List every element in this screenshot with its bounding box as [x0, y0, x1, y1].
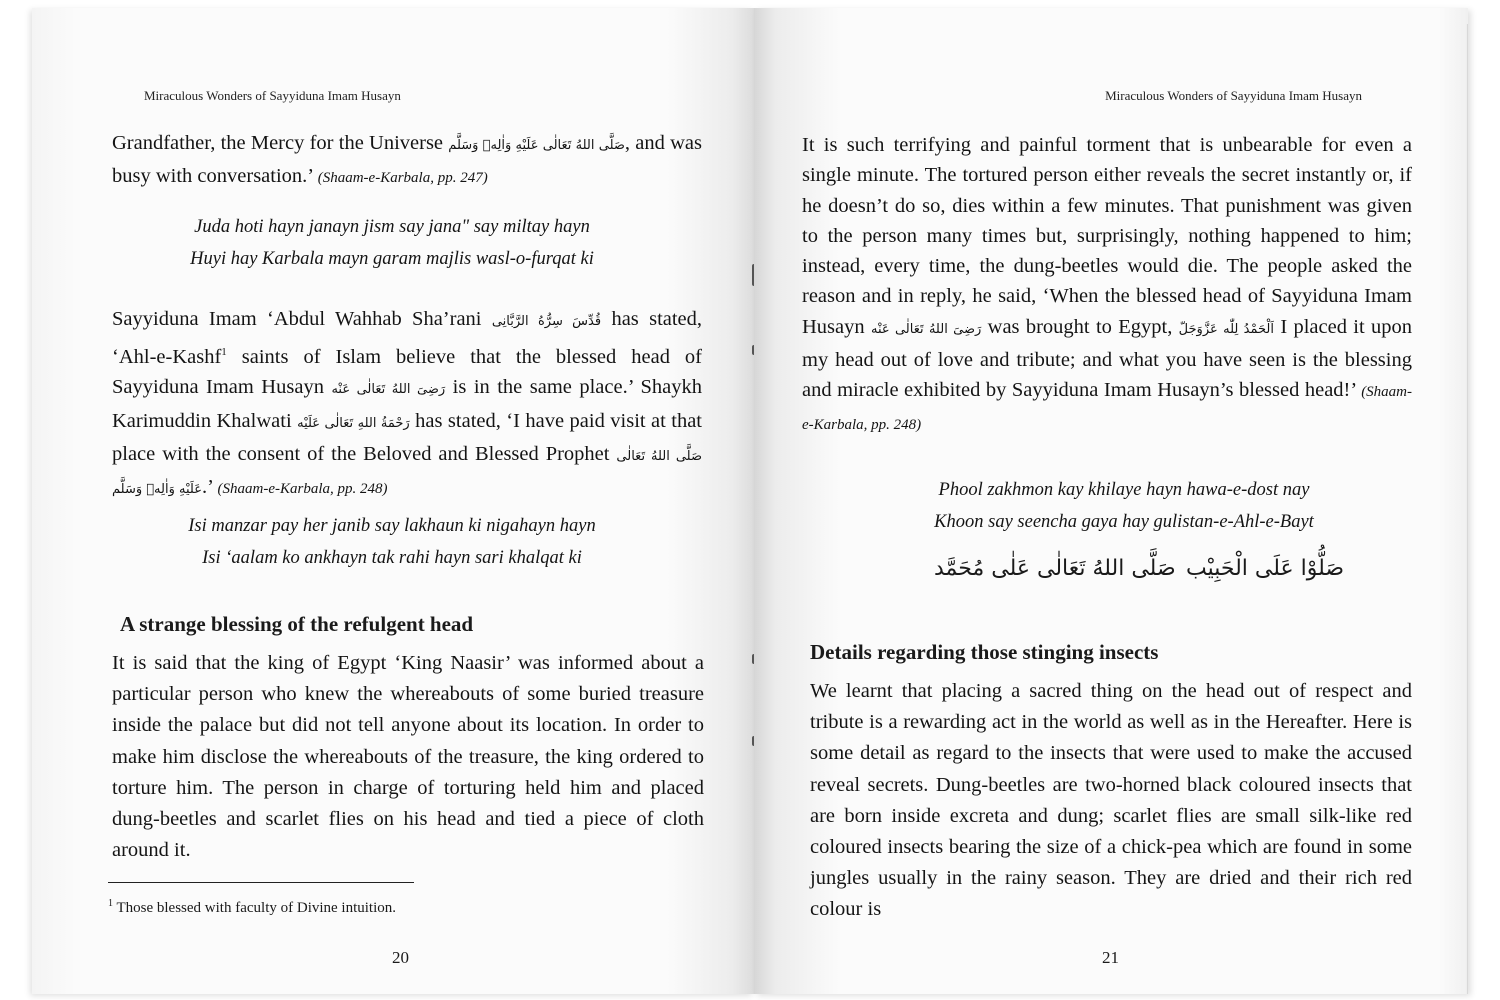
footnote-number: 1 — [108, 898, 113, 909]
left-para-2-a1: قُدِّسَ سِرُّهُ الرَّبَّانِی — [491, 314, 602, 329]
verse-line: Phool zakhmon kay khilaye hayn hawa-e-dost nay — [938, 480, 1310, 500]
right-page — [754, 8, 1468, 994]
verse-line: Isi manzar pay her janib say lakhaun ki nigahayn hayn — [188, 516, 596, 536]
verse-line: Isi ‘aalam ko ankhayn tak rahi hayn sari khalqat ki — [202, 548, 582, 568]
left-para-2-citation: (Shaam-e-Karbala, pp. 248) — [217, 481, 388, 498]
durood-right: صَلَّى اللهُ تَعَالٰى عَلٰى مُحَمَّد — [934, 556, 1176, 581]
page-number-right: 21 — [1102, 948, 1119, 967]
left-para-1-text2: , and was busy with conversation.’ — [112, 132, 703, 188]
running-head-left: Miraculous Wonders of Sayyiduna Imam Husayn — [144, 88, 401, 103]
right-para-1-t1: It is such terrifying and painful torment that is unbearable for even a single minute. The tortured person either reveals the secret instantly or, if he doesn’t do so, dies within a few minutes. That punishment was given to the person many times but, surprisingly, nothing happened to him; instead, every time, the dung-beetles would die. The people asked the reason and in reply, he said, ‘When the blessed head of Sayyiduna Imam Husayn — [802, 134, 1412, 338]
verse-line: Huyi hay Karbala mayn garam majlis wasl-o-furqat ki — [190, 249, 594, 269]
footnote-rule — [108, 882, 414, 883]
left-verse-2 — [112, 510, 672, 574]
left-verse-1 — [112, 211, 672, 275]
left-para-3: It is said that the king of Egypt ‘King Naasir’ was informed about a particular person who knew the whereabouts of some buried treasure inside the palace but did not tell anyone about its location. In order to make him disclose the whereabouts of the treasure, the king ordered to torture him. The person in charge of torturing held him and placed dung-beetles and scarlet flies on his head and tied a piece of cloth around it. — [112, 652, 704, 862]
right-para-1-t3: I placed it upon my head out of love and tribute; and what you have seen is the blessing and miracle exhibited by Sayyiduna Imam Husayn’s blessed head!’ — [802, 315, 1413, 402]
right-para-1-t2: was brought to Egypt, — [987, 315, 1173, 338]
right-para-1-citation: (Shaam-e-Karbala, pp. 248) — [802, 384, 1413, 433]
right-section-heading: Details regarding those stinging insects — [810, 640, 1159, 664]
right-para-1-a1: رَضِیَ اللهُ تَعَالٰی عَنْه — [870, 321, 982, 337]
footnote — [108, 898, 396, 917]
left-para-2 — [112, 304, 702, 506]
left-para-2-a4: صَلَّى اللهُ تَعَالٰى عَلَيْهِ وَاٰلِهٖ وَسَلَّم — [112, 449, 703, 498]
left-para-2-a3: رَحْمَةُ اللهِ تَعَالٰی عَلَيْه — [297, 415, 410, 431]
right-para-1 — [802, 130, 1412, 440]
footnote-marker: 1 — [221, 346, 227, 359]
right-para-2: We learnt that placing a sacred thing on the head out of respect and tribute is a rewarding act in the world as well as in the Hereafter. Here is some detail as regard to the insects that were used to make the accused reveal secrets. Dung-beetles are two-horned black coloured insects that are born inside excreta and dung; scarlet flies are small silk-like red coloured insects bearing the size of a chick-pea which are found in some jungles usually in the rainy season. They are dried and their rich red colour is — [810, 680, 1412, 921]
left-para-2-t2: has stated, ‘Ahl-e-Kashf — [112, 308, 703, 369]
left-section-heading: A strange blessing of the refulgent head — [120, 612, 474, 636]
page-number-left: 20 — [392, 948, 409, 967]
left-para-1-citation: (Shaam-e-Karbala, pp. 247) — [317, 170, 488, 187]
verse-line: Juda hoti hayn janayn jism say jana" say miltay hayn — [194, 217, 590, 237]
left-page — [32, 8, 754, 994]
verse-line: Khoon say seencha gaya hay gulistan-e-Ahl-e-Bayt — [934, 512, 1314, 532]
left-para-1 — [112, 128, 702, 194]
left-para-2-t4: is in the same place.’ Shaykh Karimuddin Khalwati — [112, 376, 703, 432]
page-edge-stack — [1466, 24, 1468, 994]
left-para-2-t1: Sayyiduna Imam ‘Abdul Wahhab Sha’rani — [112, 308, 482, 330]
left-para-2-t5: has stated, ‘I have paid visit at that place with the consent of the Beloved and Blessed Prophet — [112, 409, 703, 466]
left-para-2-t3: saints of Islam believe that the blessed head of Sayyiduna Imam Husayn — [112, 346, 702, 399]
footnote-text: Those blessed with faculty of Divine intuition. — [116, 900, 397, 916]
left-para-1-text: Grandfather, the Mercy for the Universe — [112, 132, 444, 154]
running-head-right: Miraculous Wonders of Sayyiduna Imam Husayn — [1105, 88, 1362, 103]
durood-left: صَلُّوْا عَلَى الْحَبِيْب — [1186, 556, 1345, 581]
right-para-1-a2: اَلْحَمْدُ لِلّٰه عَزَّوَجَلّ — [1178, 321, 1274, 337]
right-verse — [834, 474, 1414, 538]
left-para-1-arabic: صَلَّى اللهُ تَعَالٰى عَلَيْهِ وَاٰلِهٖ وَسَلَّم — [448, 138, 625, 153]
left-para-2-t6: .’ — [201, 476, 214, 499]
left-para-2-a2: رَضِیَ اللهُ تَعَالٰی عَنْه — [331, 382, 446, 398]
